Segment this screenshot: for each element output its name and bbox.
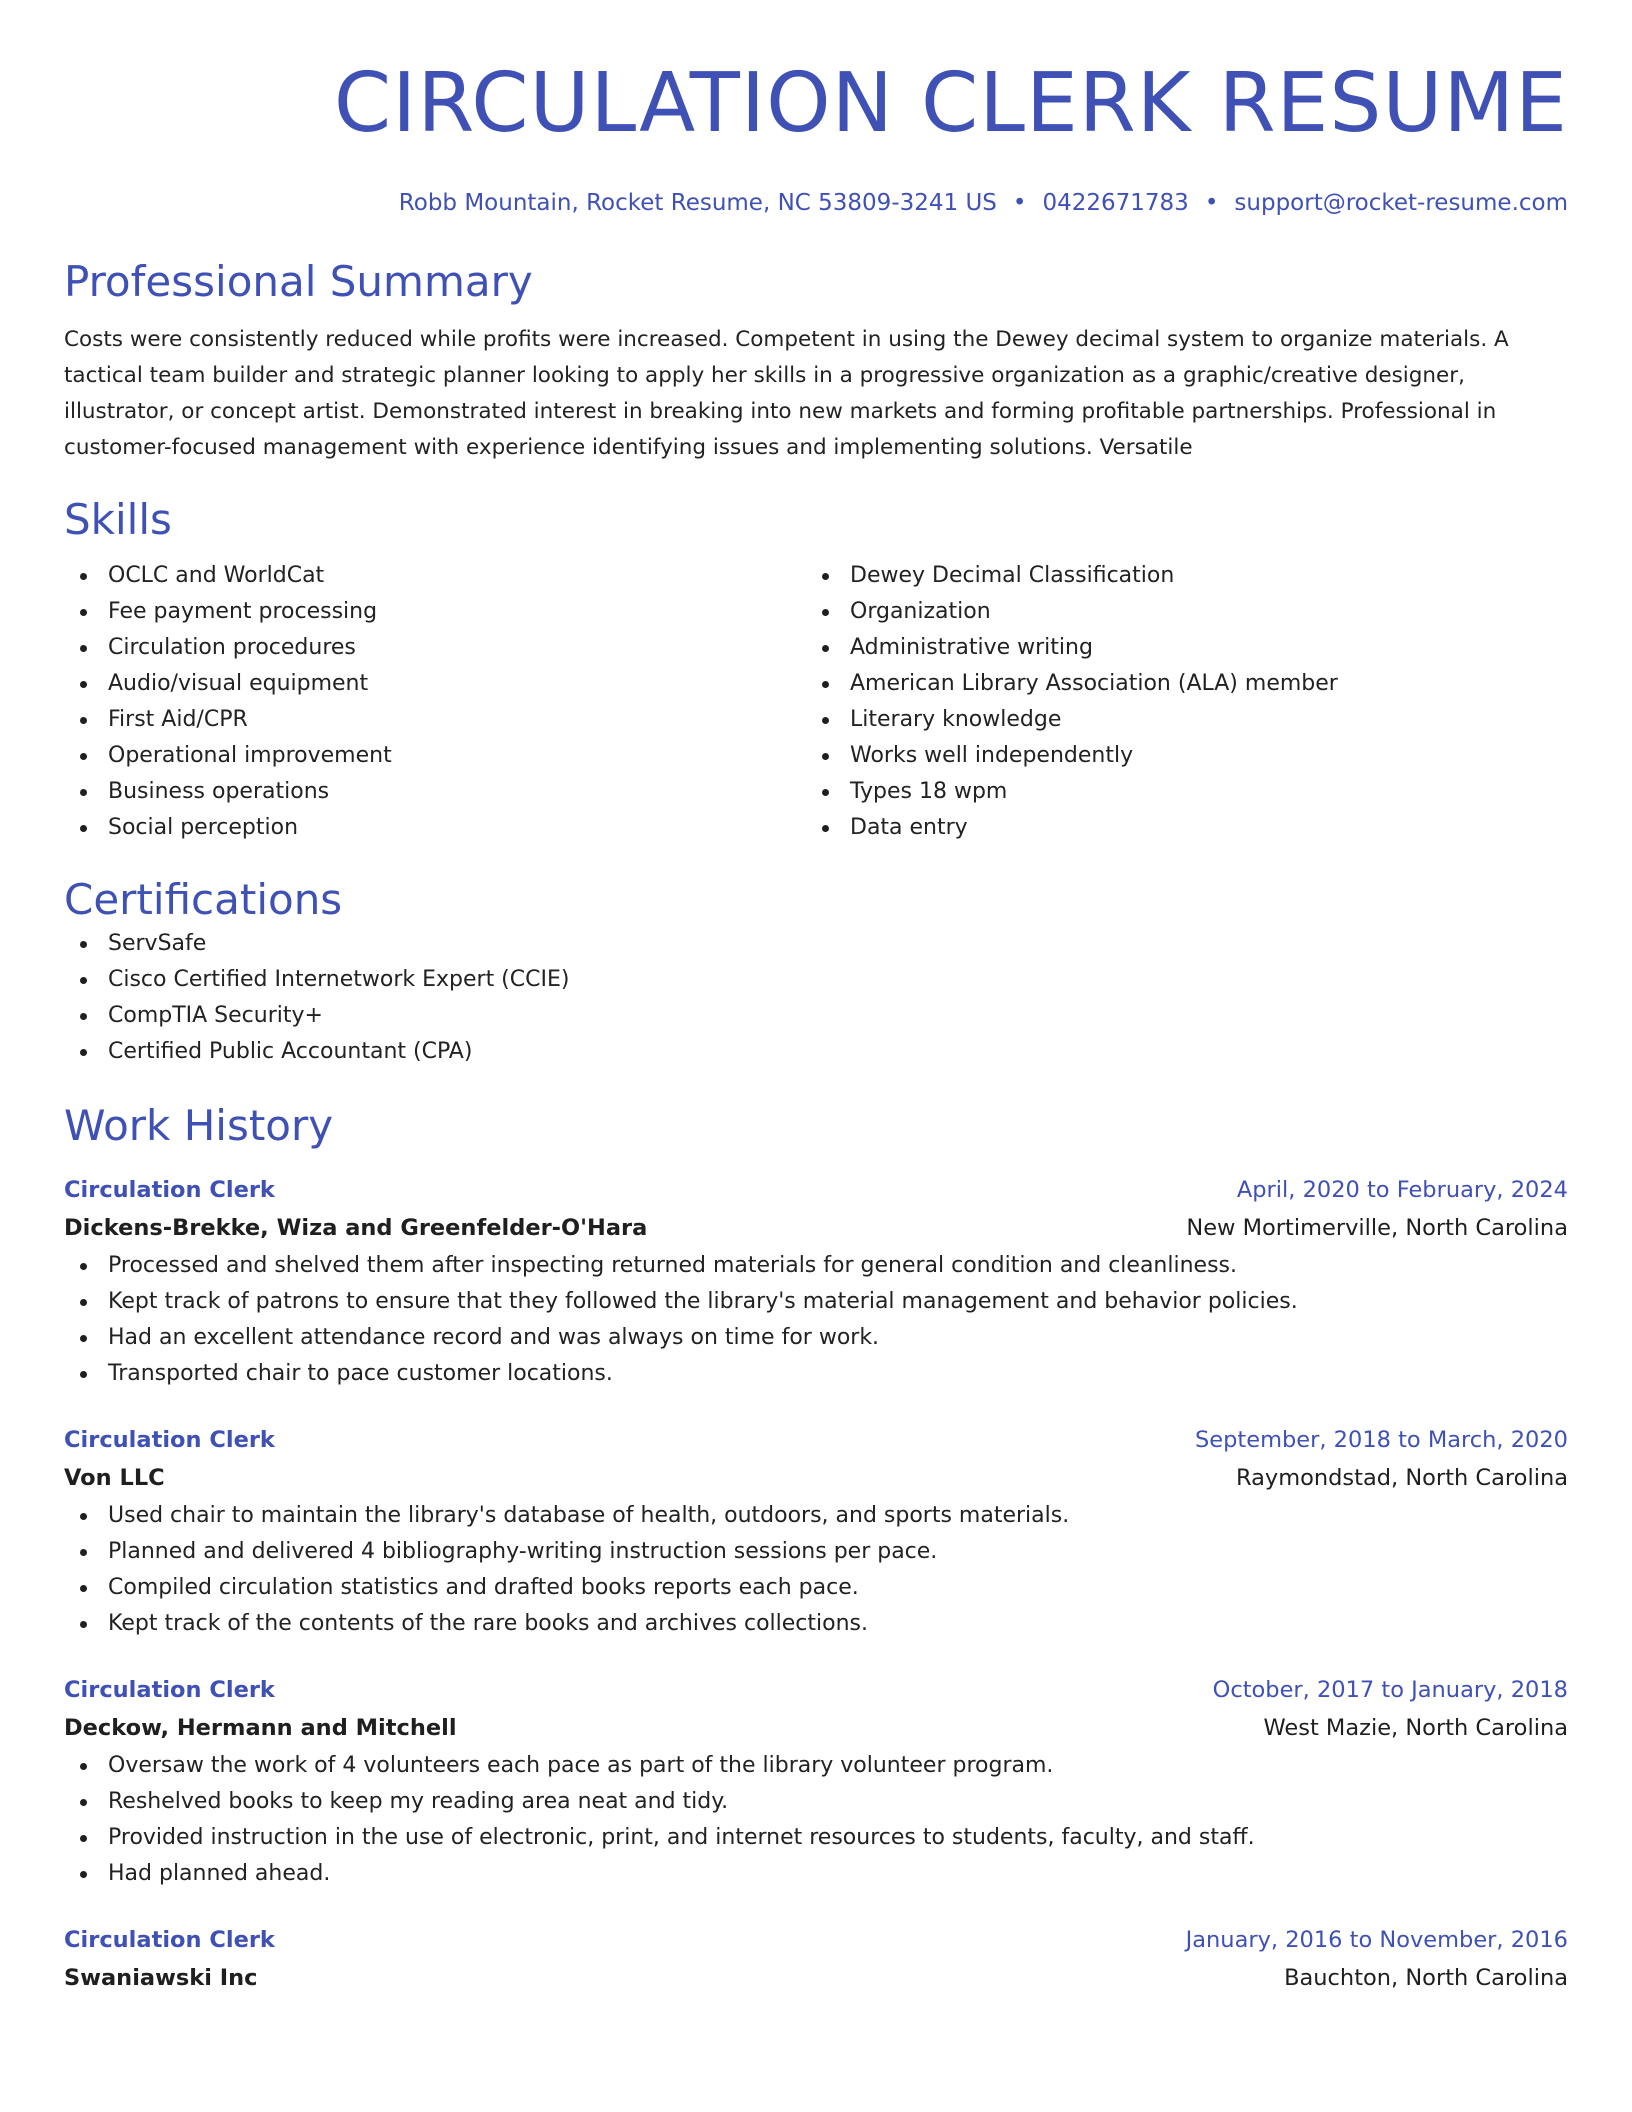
skills-columns (64, 558, 1568, 846)
summary-heading: Professional Summary (64, 257, 533, 306)
work-history-heading: Work History (64, 1101, 334, 1150)
job-entry (64, 1672, 1568, 1892)
job-location: West Mazie, North Carolina (1263, 1715, 1568, 1741)
certifications-heading: Certifications (64, 875, 343, 924)
skill-item: Dewey Decimal Classification (806, 558, 1548, 594)
skill-item: Audio/visual equipment (64, 666, 806, 702)
job-duty-item: Processed and shelved them after inspecting returned materials for general condition and cleanliness. (64, 1248, 1568, 1284)
job-dates: October, 2017 to January, 2018 (1212, 1677, 1568, 1703)
contact-separator: • (1204, 190, 1219, 216)
job-duty-item: Compiled circulation statistics and drafted books reports each pace. (64, 1570, 1568, 1606)
job-location: Bauchton, North Carolina (1284, 1965, 1568, 1991)
job-header-row (64, 1672, 1568, 1708)
job-location: New Mortimerville, North Carolina (1186, 1215, 1568, 1241)
job-duty-item: Reshelved books to keep my reading area neat and tidy. (64, 1784, 1568, 1820)
contact-email[interactable]: support@rocket-resume.com (1234, 190, 1568, 216)
job-duty-item: Oversaw the work of 4 volunteers each pace as part of the library volunteer program. (64, 1748, 1568, 1784)
skill-item: Operational improvement (64, 738, 806, 774)
job-header-row (64, 1422, 1568, 1458)
skill-item: Works well independently (806, 738, 1548, 774)
certification-item: ServSafe (64, 926, 1568, 962)
job-title: Circulation Clerk (64, 1927, 275, 1953)
contact-address: Robb Mountain, Rocket Resume, NC 53809-3241 US (398, 190, 997, 216)
skill-item: Fee payment processing (64, 594, 806, 630)
skill-item: Social perception (64, 810, 806, 846)
job-title: Circulation Clerk (64, 1677, 275, 1703)
job-duties-list (64, 1748, 1568, 1892)
job-duties-list (64, 1248, 1568, 1392)
skill-item: Data entry (806, 810, 1548, 846)
skill-item: Administrative writing (806, 630, 1548, 666)
contact-line (64, 188, 1568, 218)
job-dates: January, 2016 to November, 2016 (1185, 1927, 1568, 1953)
job-company: Swaniawski Inc (64, 1965, 258, 1991)
job-company-row (64, 1208, 1568, 1248)
job-company-row (64, 1708, 1568, 1748)
skill-item: OCLC and WorldCat (64, 558, 806, 594)
job-duty-item: Planned and delivered 4 bibliography-writing instruction sessions per pace. (64, 1534, 1568, 1570)
job-title: Circulation Clerk (64, 1427, 275, 1453)
job-title: Circulation Clerk (64, 1177, 275, 1203)
skills-list-right (806, 558, 1548, 846)
job-entry (64, 1422, 1568, 1642)
job-duties-list (64, 1498, 1568, 1642)
job-duty-item: Used chair to maintain the library's database of health, outdoors, and sports materials. (64, 1498, 1568, 1534)
certification-item: Cisco Certified Internetwork Expert (CCIE) (64, 962, 1568, 998)
job-company: Dickens-Brekke, Wiza and Greenfelder-O'Hara (64, 1215, 648, 1241)
contact-separator: • (1012, 190, 1027, 216)
skills-heading: Skills (64, 495, 172, 544)
skill-item: First Aid/CPR (64, 702, 806, 738)
skill-item: American Library Association (ALA) member (806, 666, 1548, 702)
resume-title: CIRCULATION CLERK RESUME (333, 56, 1568, 151)
skill-item: Business operations (64, 774, 806, 810)
skills-list-left (64, 558, 806, 846)
job-company: Von LLC (64, 1465, 165, 1491)
job-header-row (64, 1172, 1568, 1208)
contact-phone: 0422671783 (1042, 190, 1189, 216)
job-company-row (64, 1458, 1568, 1498)
job-company: Deckow, Hermann and Mitchell (64, 1715, 457, 1741)
job-duty-item: Provided instruction in the use of electronic, print, and internet resources to students, faculty, and staff. (64, 1820, 1568, 1856)
skill-item: Literary knowledge (806, 702, 1548, 738)
skill-item: Types 18 wpm (806, 774, 1548, 810)
certifications-list (64, 926, 1568, 1070)
skill-item: Organization (806, 594, 1548, 630)
resume-page (64, 0, 1568, 1998)
certification-item: Certified Public Accountant (CPA) (64, 1034, 1568, 1070)
job-company-row (64, 1958, 1568, 1998)
job-location: Raymondstad, North Carolina (1235, 1465, 1568, 1491)
job-duty-item: Had an excellent attendance record and was always on time for work. (64, 1320, 1568, 1356)
job-dates: April, 2020 to February, 2024 (1236, 1177, 1568, 1203)
skill-item: Circulation procedures (64, 630, 806, 666)
job-duty-item: Had planned ahead. (64, 1856, 1568, 1892)
summary-text: Costs were consistently reduced while profits were increased. Competent in using the Dewey decimal system to organize materials. A tactical team builder and strategic planner looking to apply her skills in a progressive organization as a graphic/creative designer, illustrator, or concept artist. Demonstrated interest in breaking into new markets and forming profitable partnerships. Professional in customer-focused management with experience identifying issues and implementing solutions. Versatile (64, 327, 1509, 460)
job-duty-item: Kept track of the contents of the rare books and archives collections. (64, 1606, 1568, 1642)
job-duty-item: Transported chair to pace customer locations. (64, 1356, 1568, 1392)
job-entry (64, 1172, 1568, 1392)
job-dates: September, 2018 to March, 2020 (1195, 1427, 1568, 1453)
certification-item: CompTIA Security+ (64, 998, 1568, 1034)
job-entry (64, 1922, 1568, 1998)
job-duty-item: Kept track of patrons to ensure that they followed the library's material management and behavior policies. (64, 1284, 1568, 1320)
job-header-row (64, 1922, 1568, 1958)
